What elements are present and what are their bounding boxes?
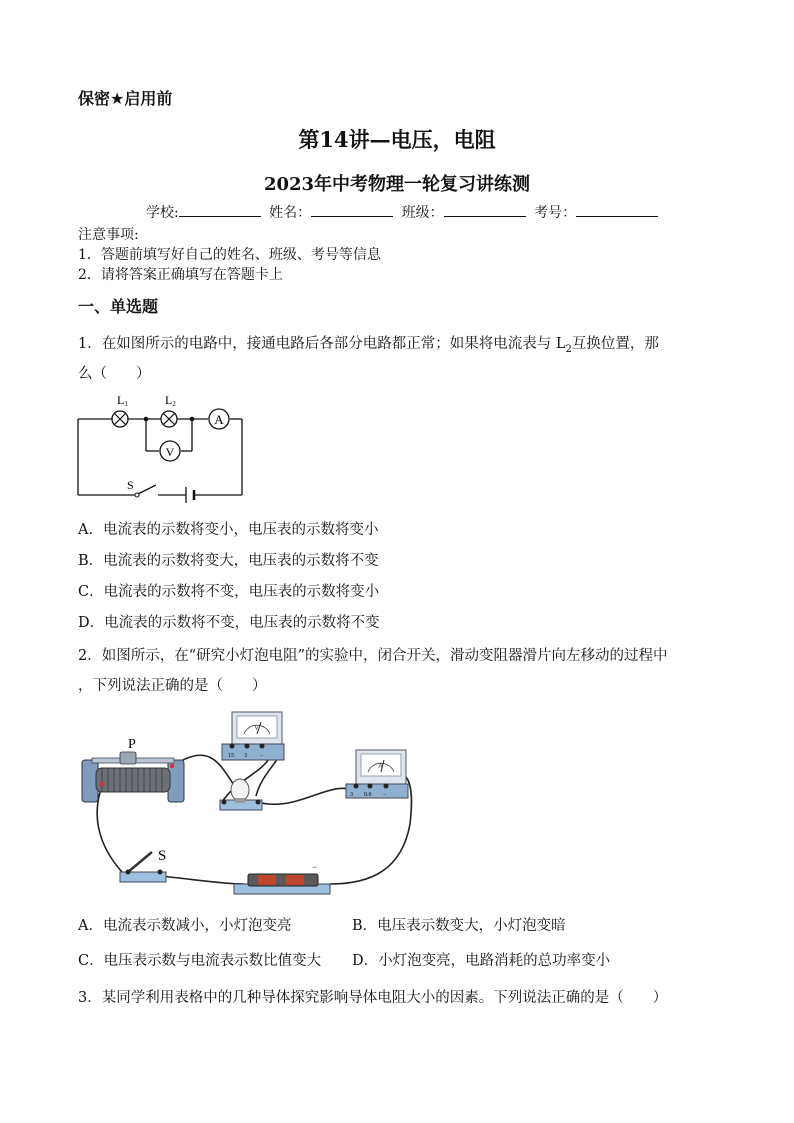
switch-s-label: S [158,848,167,864]
q3-stem-line1: 3．某同学利用表格中的几种导体探究影响导体电阻大小的因素。下列说法正确的是（ ） [78,990,668,1006]
class-blank[interactable] [444,203,526,217]
q2-option-b[interactable]: B．电压表示数变大，小灯泡变暗 [352,918,566,934]
ammeter-label: A [214,412,224,427]
name-label: 姓名： [269,205,312,221]
q2-option-a[interactable]: A．电流表示数减小，小灯泡变亮 [78,918,292,934]
name-blank[interactable] [311,203,393,217]
page-title: 第14讲—电压，电阻 [298,127,496,152]
q1-stem-line2: 么（ ） [78,366,151,382]
ammeter-terminal-3: 3 [350,792,353,798]
battery-icon [186,487,194,503]
ammeter-dial-letter: A [378,762,384,770]
ammeter-terminal-06: 0.6 [364,792,372,798]
page-subtitle: 2023年中考物理一轮复习讲练测 [263,174,531,195]
q1-circuit-diagram [70,388,260,508]
ammeter-terminal-minus: − [383,792,387,798]
voltmeter-terminal-3: 3 [244,753,247,759]
q2-stem-line1: 2．如图所示，在“研究小灯泡电阻”的实验中，闭合开关，滑动变阻器滑片向左移动的过程中 [78,648,668,664]
voltmeter-terminal-15: 15 [228,753,234,759]
ammeter-device-icon [346,750,408,798]
lamp-l1-icon [112,411,128,427]
class-label: 班级： [401,205,444,221]
q1-stem-line1: 1．在如图所示的电路中，接通电路后各部分电路都正常；如果将电流表与 $L_2$互换位置，那 [78,336,659,355]
q2-stem-line2: ，下列说法正确的是（ ） [78,678,267,694]
q1-option-c[interactable]: C．电流表的示数将不变，电压表的示数将变小 [78,584,380,600]
switch-label: S [127,478,134,492]
exam-no-label: 考号： [534,205,577,221]
q2-option-d[interactable]: D．小灯泡变亮，电路消耗的总功率变小 [352,953,611,969]
confidential-label: 保密★启用前 [78,89,173,108]
student-info-line [146,202,662,222]
school-blank[interactable] [179,203,261,217]
notes-item-2: 2．请将答案正确填写在答题卡上 [78,267,283,283]
battery-minus-label: − [312,862,318,872]
voltmeter-label: V [165,445,175,459]
voltmeter-dial-letter: V [254,724,260,732]
q2-option-c[interactable]: C．电压表示数与电流表示数比值变大 [78,953,322,969]
q1-option-b[interactable]: B．电流表的示数将变大，电压表的示数将不变 [78,553,379,569]
rheostat-icon [82,752,184,802]
q1-option-a[interactable]: A．电流表的示数将变小，电压表的示数将变小 [78,522,379,538]
q2-experiment-figure [72,704,422,904]
section-heading-single-choice: 一、单选题 [78,297,159,316]
battery-pack-icon [234,874,330,894]
notes-heading: 注意事项: [78,227,139,243]
lamp-l1-label: L1 [117,393,128,408]
voltmeter-terminal-minus: − [260,753,264,759]
lamp-l2-icon [161,411,177,427]
school-label: 学校: [146,205,179,221]
lamp-l2-label: L2 [165,393,176,408]
exam-no-blank[interactable] [576,203,658,217]
notes-item-1: 1．答题前填写好自己的姓名、班级、考号等信息 [78,247,381,263]
slider-p-label: P [128,737,136,752]
q1-option-d[interactable]: D．电流表的示数将不变，电压表的示数将不变 [78,615,380,631]
